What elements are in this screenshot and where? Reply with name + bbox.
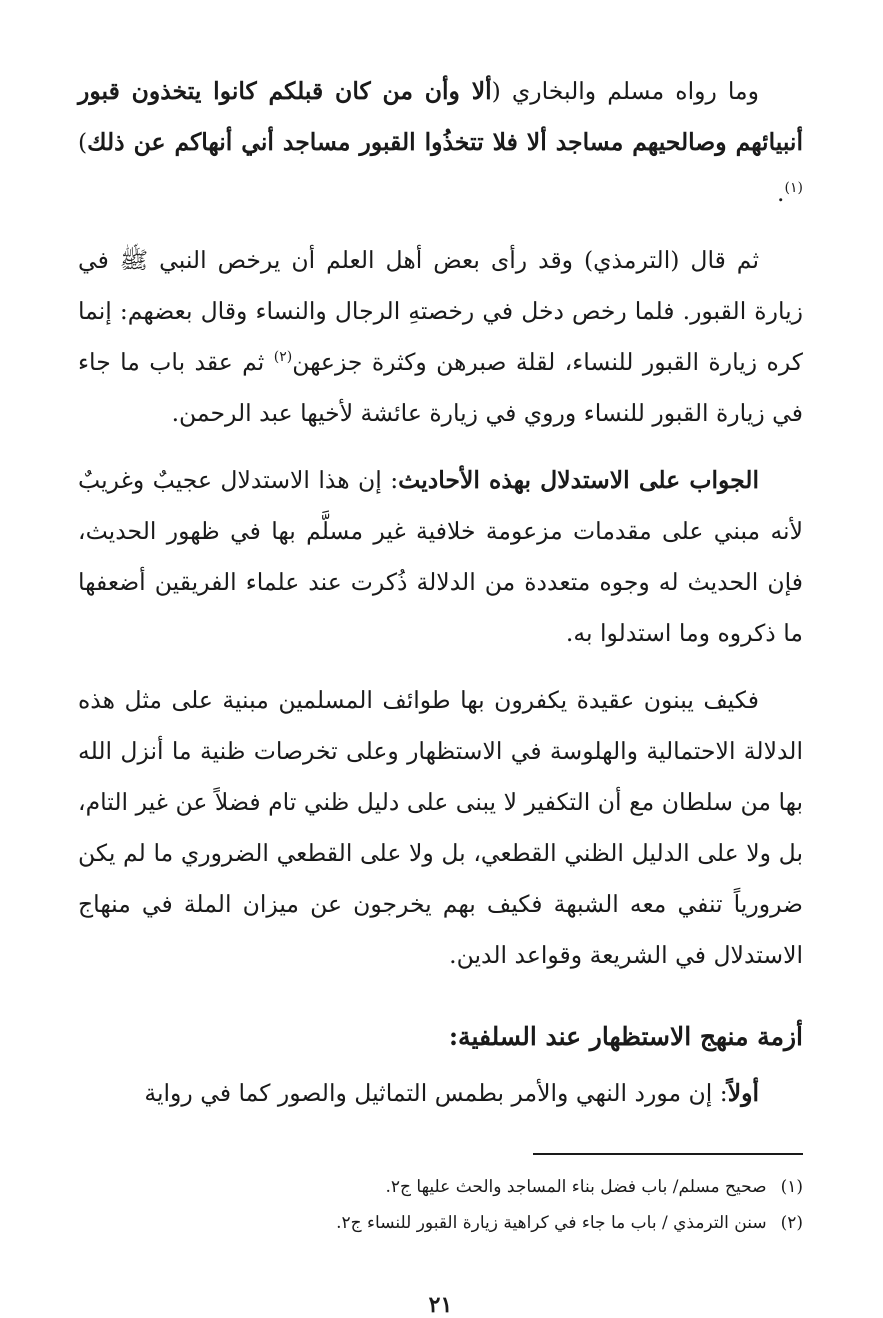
paragraph-text-after: ثم عقد باب ما جاء في زيارة القبور للنساء وروي في زيارة عائشة لأخيها عبد الرحمن. [78, 348, 803, 427]
quote-close: ) [78, 128, 88, 156]
paragraph-text: : إن مورد النهي والأمر بطمس التماثيل والصور كما في رواية [144, 1079, 728, 1107]
paragraph-lead: أولاً [727, 1079, 759, 1107]
book-page [78, 66, 803, 1318]
footnote-ref-2[interactable]: (٢) [273, 349, 293, 366]
paragraph-lead: الجواب على الاستدلال بهذه الأحاديث [398, 466, 759, 494]
footnote-text: صحيح مسلم/ باب فضل بناء المساجد والحث عليها ج٢. [385, 1177, 767, 1197]
footnote-ref-1[interactable]: (١) [784, 180, 803, 197]
footnote-2 [78, 1205, 803, 1241]
footnote-text: سنن الترمذي / باب ما جاء في كراهية زيارة القبور للنساء ج٢. [336, 1213, 767, 1233]
paragraph-answer [78, 455, 803, 659]
footnote-divider [533, 1153, 803, 1155]
footnote-1 [78, 1169, 803, 1205]
footnote-number: (٢) [780, 1213, 803, 1233]
paragraph-text: فكيف يبنون عقيدة يكفرون بها طوائف المسلمين مبنية على مثل هذه الدلالة الاحتمالية والهلوسة في الاستظهار وعلى تخرصات ظنية ما أنزل الله بها من سلطان مع أن التكفير لا يبنى على دليل ظني تام فضلاً عن غير التام، بل ولا على الدليل الظني القطعي، بل ولا على القطعي الضروري ما لم يكن ضرورياً تنفي معه الشبهة فكيف بهم يخرجون عن ميزان الملة في منهاج الاستدلال في الشريعة وقواعد الدين. [78, 686, 803, 969]
hadith-quote: ألا وأن من كان قبلكم كانوا يتخذون قبور أنبيائهم وصالحيهم مساجد ألا فلا تتخذُوا القبور مساجد أني أنهاكم عن ذلك [78, 77, 803, 156]
paragraph-intro: وما رواه مسلم والبخاري ( [491, 77, 759, 105]
footnote-number: (١) [780, 1177, 803, 1197]
paragraph-text: ثم قال (الترمذي) وقد رأى بعض أهل العلم أن يرخص النبي ﷺ في زيارة القبور. فلما رخص دخل في رخصتهِ الرجال والنساء وقال بعضهم: إنما كره زيارة القبور للنساء، لقلة صبرهن وكثرة جزعهن [78, 246, 803, 376]
paragraph-critique [78, 675, 803, 981]
paragraph-end: . [777, 179, 785, 207]
page-number: ٢١ [428, 1292, 453, 1318]
paragraph-tirmidhi [78, 235, 803, 439]
paragraph-hadith-quote [78, 66, 803, 219]
footnotes [78, 1169, 803, 1241]
paragraph-text: : إن هذا الاستدلال عجيبٌ وغريبٌ لأنه مبني على مقدمات مزعومة خلافية غير مسلَّم بها في ظهور الحديث، فإن الحديث له وجوه متعددة من الدلالة ذُكرت عند علماء الفريقين أضعفها ما ذكروه وما استدلوا به. [78, 466, 803, 647]
section-heading: أزمة منهج الاستظهار عند السلفية: [448, 1022, 803, 1051]
paragraph-first-point [78, 1068, 803, 1119]
